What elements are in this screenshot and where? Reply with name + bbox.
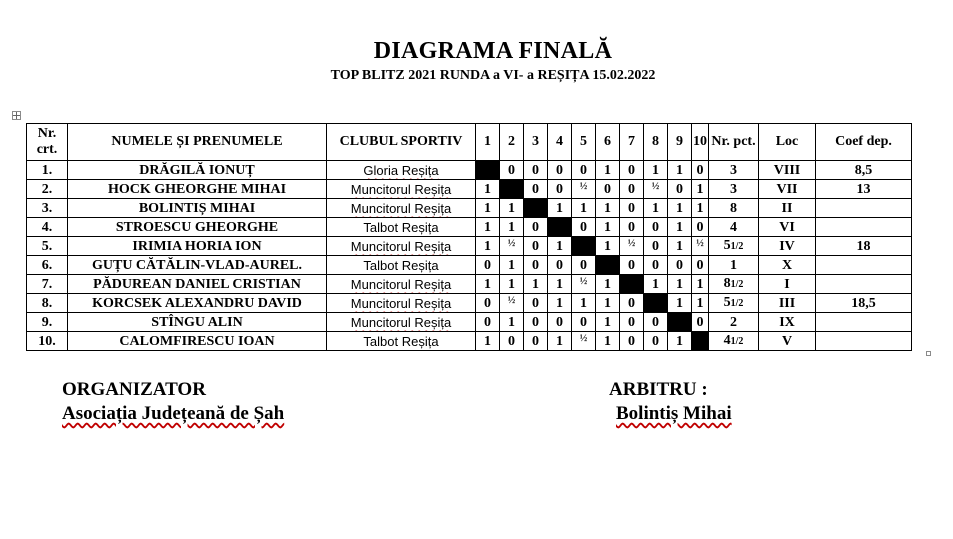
score-cell: 0 xyxy=(572,218,596,237)
score-cell: 0 xyxy=(668,256,692,275)
player-name: GUȚU CĂTĂLIN-VLAD-AUREL. xyxy=(68,256,327,275)
points-cell xyxy=(709,256,759,275)
header-round: 3 xyxy=(524,124,548,161)
score-cell: 0 xyxy=(620,161,644,180)
score-cell: 1 xyxy=(500,313,524,332)
score-cell: 0 xyxy=(524,237,548,256)
points-value: 5 xyxy=(723,295,731,310)
player-club: Talbot Reșița xyxy=(327,256,476,275)
player-club: Talbot Reșița xyxy=(327,332,476,351)
points-cell xyxy=(709,218,759,237)
table-row xyxy=(27,313,912,332)
score-cell: 1 xyxy=(596,313,620,332)
score-cell: 1 xyxy=(500,199,524,218)
self-cell xyxy=(476,161,500,180)
score-cell: ½ xyxy=(500,237,524,256)
score-cell: 0 xyxy=(500,332,524,351)
score-cell: 0 xyxy=(644,218,668,237)
score-cell: 0 xyxy=(500,161,524,180)
player-name: STROESCU GHEORGHE xyxy=(68,218,327,237)
score-cell: 0 xyxy=(692,256,709,275)
score-cell: 0 xyxy=(620,218,644,237)
table-row xyxy=(27,180,912,199)
score-cell: 0 xyxy=(524,256,548,275)
place-cell: VI xyxy=(759,218,816,237)
score-cell: 1 xyxy=(668,332,692,351)
score-cell: 1 xyxy=(644,199,668,218)
points-fraction: 1/2 xyxy=(730,279,744,290)
points-value: 8 xyxy=(730,200,737,216)
score-cell: 0 xyxy=(572,256,596,275)
points-value: 3 xyxy=(730,162,737,178)
score-cell: 1 xyxy=(596,237,620,256)
self-cell xyxy=(596,256,620,275)
points-value: 4 xyxy=(723,333,731,348)
coef-cell xyxy=(816,199,912,218)
points-value: 1 xyxy=(730,257,737,273)
row-number: 4. xyxy=(27,218,68,237)
player-club: Gloria Reșița xyxy=(327,161,476,180)
place-cell: VII xyxy=(759,180,816,199)
points-cell xyxy=(709,275,759,294)
coef-cell xyxy=(816,218,912,237)
points-cell xyxy=(709,332,759,351)
score-cell: 1 xyxy=(692,294,709,313)
coef-cell xyxy=(816,256,912,275)
table-row xyxy=(27,294,912,313)
self-cell xyxy=(572,237,596,256)
score-cell: 0 xyxy=(524,218,548,237)
points-fraction: 1/2 xyxy=(730,298,744,309)
table-move-handle-icon[interactable] xyxy=(12,111,21,120)
coef-cell: 18,5 xyxy=(816,294,912,313)
table-row xyxy=(27,218,912,237)
points-cell xyxy=(709,180,759,199)
score-cell: 1 xyxy=(572,294,596,313)
score-cell: 1 xyxy=(644,161,668,180)
place-cell: I xyxy=(759,275,816,294)
score-cell: 1 xyxy=(476,218,500,237)
points-cell xyxy=(709,313,759,332)
row-number: 6. xyxy=(27,256,68,275)
points-value: 5 xyxy=(723,238,731,253)
score-cell: 0 xyxy=(548,313,572,332)
referee-label: ARBITRU : xyxy=(609,379,708,400)
table-row xyxy=(27,237,912,256)
player-club: Muncitorul Reșița xyxy=(327,313,476,332)
score-cell: 1 xyxy=(548,275,572,294)
score-cell: ½ xyxy=(644,180,668,199)
score-cell: 0 xyxy=(476,313,500,332)
row-number: 7. xyxy=(27,275,68,294)
score-cell: 1 xyxy=(524,275,548,294)
row-number: 2. xyxy=(27,180,68,199)
player-club: Talbot Reșița xyxy=(327,218,476,237)
score-cell: 1 xyxy=(668,294,692,313)
score-cell: 1 xyxy=(500,218,524,237)
self-cell xyxy=(548,218,572,237)
score-cell: 0 xyxy=(572,161,596,180)
score-cell: 0 xyxy=(524,180,548,199)
coef-cell xyxy=(816,313,912,332)
score-cell: 0 xyxy=(620,332,644,351)
score-cell: 0 xyxy=(644,256,668,275)
score-cell: 0 xyxy=(524,313,548,332)
coef-cell xyxy=(816,275,912,294)
score-cell: 1 xyxy=(668,161,692,180)
header-round: 7 xyxy=(620,124,644,161)
score-cell: 1 xyxy=(668,218,692,237)
row-number: 5. xyxy=(27,237,68,256)
score-cell: 0 xyxy=(644,332,668,351)
header-round: 6 xyxy=(596,124,620,161)
player-club: Muncitorul Reșița xyxy=(327,180,476,199)
score-cell: 1 xyxy=(572,199,596,218)
header-round: 1 xyxy=(476,124,500,161)
score-cell: 0 xyxy=(524,161,548,180)
place-cell: II xyxy=(759,199,816,218)
player-club: Muncitorul Reșița xyxy=(327,237,476,256)
score-cell: 1 xyxy=(596,332,620,351)
row-number: 1. xyxy=(27,161,68,180)
score-cell: 1 xyxy=(692,275,709,294)
score-cell: ½ xyxy=(572,275,596,294)
score-cell: 1 xyxy=(668,199,692,218)
score-cell: 1 xyxy=(596,218,620,237)
row-number: 9. xyxy=(27,313,68,332)
score-cell: 0 xyxy=(548,256,572,275)
score-cell: 1 xyxy=(476,237,500,256)
player-club: Muncitorul Reșița xyxy=(327,199,476,218)
page-title: DIAGRAMA FINALĂ xyxy=(373,38,613,64)
place-cell: V xyxy=(759,332,816,351)
score-cell: 1 xyxy=(596,161,620,180)
score-cell: ½ xyxy=(620,237,644,256)
score-cell: 0 xyxy=(476,294,500,313)
score-cell: 0 xyxy=(620,313,644,332)
row-number: 3. xyxy=(27,199,68,218)
score-cell: 1 xyxy=(548,294,572,313)
score-cell: 0 xyxy=(572,313,596,332)
score-cell: 1 xyxy=(692,180,709,199)
referee-block xyxy=(609,378,732,426)
self-cell xyxy=(692,332,709,351)
score-cell: 1 xyxy=(548,199,572,218)
page-subtitle: TOP BLITZ 2021 RUNDA a VI- a REȘIȚA 15.02.2022 xyxy=(330,68,656,83)
points-cell xyxy=(709,199,759,218)
player-name: HOCK GHEORGHE MIHAI xyxy=(68,180,327,199)
coef-cell xyxy=(816,332,912,351)
organizer-block xyxy=(62,378,284,426)
place-cell: IX xyxy=(759,313,816,332)
table-row xyxy=(27,256,912,275)
header-row xyxy=(27,124,912,161)
score-cell: 0 xyxy=(692,313,709,332)
score-cell: 1 xyxy=(644,275,668,294)
place-cell: III xyxy=(759,294,816,313)
score-cell: 0 xyxy=(524,294,548,313)
table-row xyxy=(27,275,912,294)
self-cell xyxy=(668,313,692,332)
table-row xyxy=(27,161,912,180)
player-club: Muncitorul Reșița xyxy=(327,275,476,294)
score-cell: 1 xyxy=(548,332,572,351)
score-cell: 1 xyxy=(596,199,620,218)
self-cell xyxy=(644,294,668,313)
score-cell: 0 xyxy=(524,332,548,351)
header-place: Loc xyxy=(759,124,816,161)
score-cell: 0 xyxy=(620,180,644,199)
score-cell: 1 xyxy=(596,294,620,313)
header-round: 2 xyxy=(500,124,524,161)
header-points: Nr. pct. xyxy=(709,124,759,161)
score-cell: 1 xyxy=(476,199,500,218)
player-name: BOLINTIȘ MIHAI xyxy=(68,199,327,218)
results-table xyxy=(26,123,912,351)
table-row xyxy=(27,332,912,351)
score-cell: 1 xyxy=(476,332,500,351)
score-cell: 1 xyxy=(668,237,692,256)
table-resize-handle[interactable] xyxy=(926,351,931,356)
header-club: CLUBUL SPORTIV xyxy=(327,124,476,161)
score-cell: 1 xyxy=(548,237,572,256)
place-cell: VIII xyxy=(759,161,816,180)
score-cell: 1 xyxy=(596,275,620,294)
score-cell: ½ xyxy=(692,237,709,256)
score-cell: 0 xyxy=(644,237,668,256)
score-cell: 0 xyxy=(620,199,644,218)
points-fraction: 1/2 xyxy=(730,336,744,347)
organizer-name: Asociația Județeană de Șah xyxy=(62,403,285,424)
score-cell: 1 xyxy=(476,180,500,199)
points-value: 8 xyxy=(723,276,731,291)
points-cell xyxy=(709,294,759,313)
referee-name: Bolintiș Mihai xyxy=(616,403,732,424)
score-cell: 0 xyxy=(620,256,644,275)
player-name: STÎNGU ALIN xyxy=(68,313,327,332)
score-cell: 0 xyxy=(620,294,644,313)
header-nr: Nr. crt. xyxy=(27,124,68,161)
header-round: 5 xyxy=(572,124,596,161)
score-cell: 1 xyxy=(692,199,709,218)
score-cell: ½ xyxy=(500,294,524,313)
coef-cell: 8,5 xyxy=(816,161,912,180)
score-cell: 0 xyxy=(596,180,620,199)
points-value: 3 xyxy=(730,181,737,197)
score-cell: 0 xyxy=(692,218,709,237)
score-cell: 1 xyxy=(500,275,524,294)
player-name: PĂDUREAN DANIEL CRISTIAN xyxy=(68,275,327,294)
self-cell xyxy=(524,199,548,218)
points-cell xyxy=(709,161,759,180)
self-cell xyxy=(500,180,524,199)
score-cell: 1 xyxy=(668,275,692,294)
points-value: 4 xyxy=(730,219,737,235)
header-name: NUMELE ȘI PRENUMELE xyxy=(68,124,327,161)
score-cell: 1 xyxy=(476,275,500,294)
place-cell: X xyxy=(759,256,816,275)
score-cell: 0 xyxy=(476,256,500,275)
header-round: 4 xyxy=(548,124,572,161)
player-name: DRĂGILĂ IONUȚ xyxy=(68,161,327,180)
points-value: 2 xyxy=(730,314,737,330)
points-fraction: 1/2 xyxy=(730,241,744,252)
score-cell: 0 xyxy=(692,161,709,180)
coef-cell: 18 xyxy=(816,237,912,256)
place-cell: IV xyxy=(759,237,816,256)
row-number: 8. xyxy=(27,294,68,313)
score-cell: 0 xyxy=(644,313,668,332)
score-cell: 0 xyxy=(548,180,572,199)
header-round: 9 xyxy=(668,124,692,161)
score-cell: ½ xyxy=(572,180,596,199)
header-round: 10 xyxy=(692,124,709,161)
self-cell xyxy=(620,275,644,294)
points-cell xyxy=(709,237,759,256)
player-name: KORCSEK ALEXANDRU DAVID xyxy=(68,294,327,313)
player-name: CALOMFIRESCU IOAN xyxy=(68,332,327,351)
coef-cell: 13 xyxy=(816,180,912,199)
score-cell: 0 xyxy=(668,180,692,199)
header-round: 8 xyxy=(644,124,668,161)
score-cell: ½ xyxy=(572,332,596,351)
table-row xyxy=(27,199,912,218)
score-cell: 0 xyxy=(548,161,572,180)
row-number: 10. xyxy=(27,332,68,351)
header-coef: Coef dep. xyxy=(816,124,912,161)
organizer-label: ORGANIZATOR xyxy=(62,379,206,400)
player-club: Muncitorul Reșița xyxy=(327,294,476,313)
score-cell: 1 xyxy=(500,256,524,275)
player-name: IRIMIA HORIA ION xyxy=(68,237,327,256)
